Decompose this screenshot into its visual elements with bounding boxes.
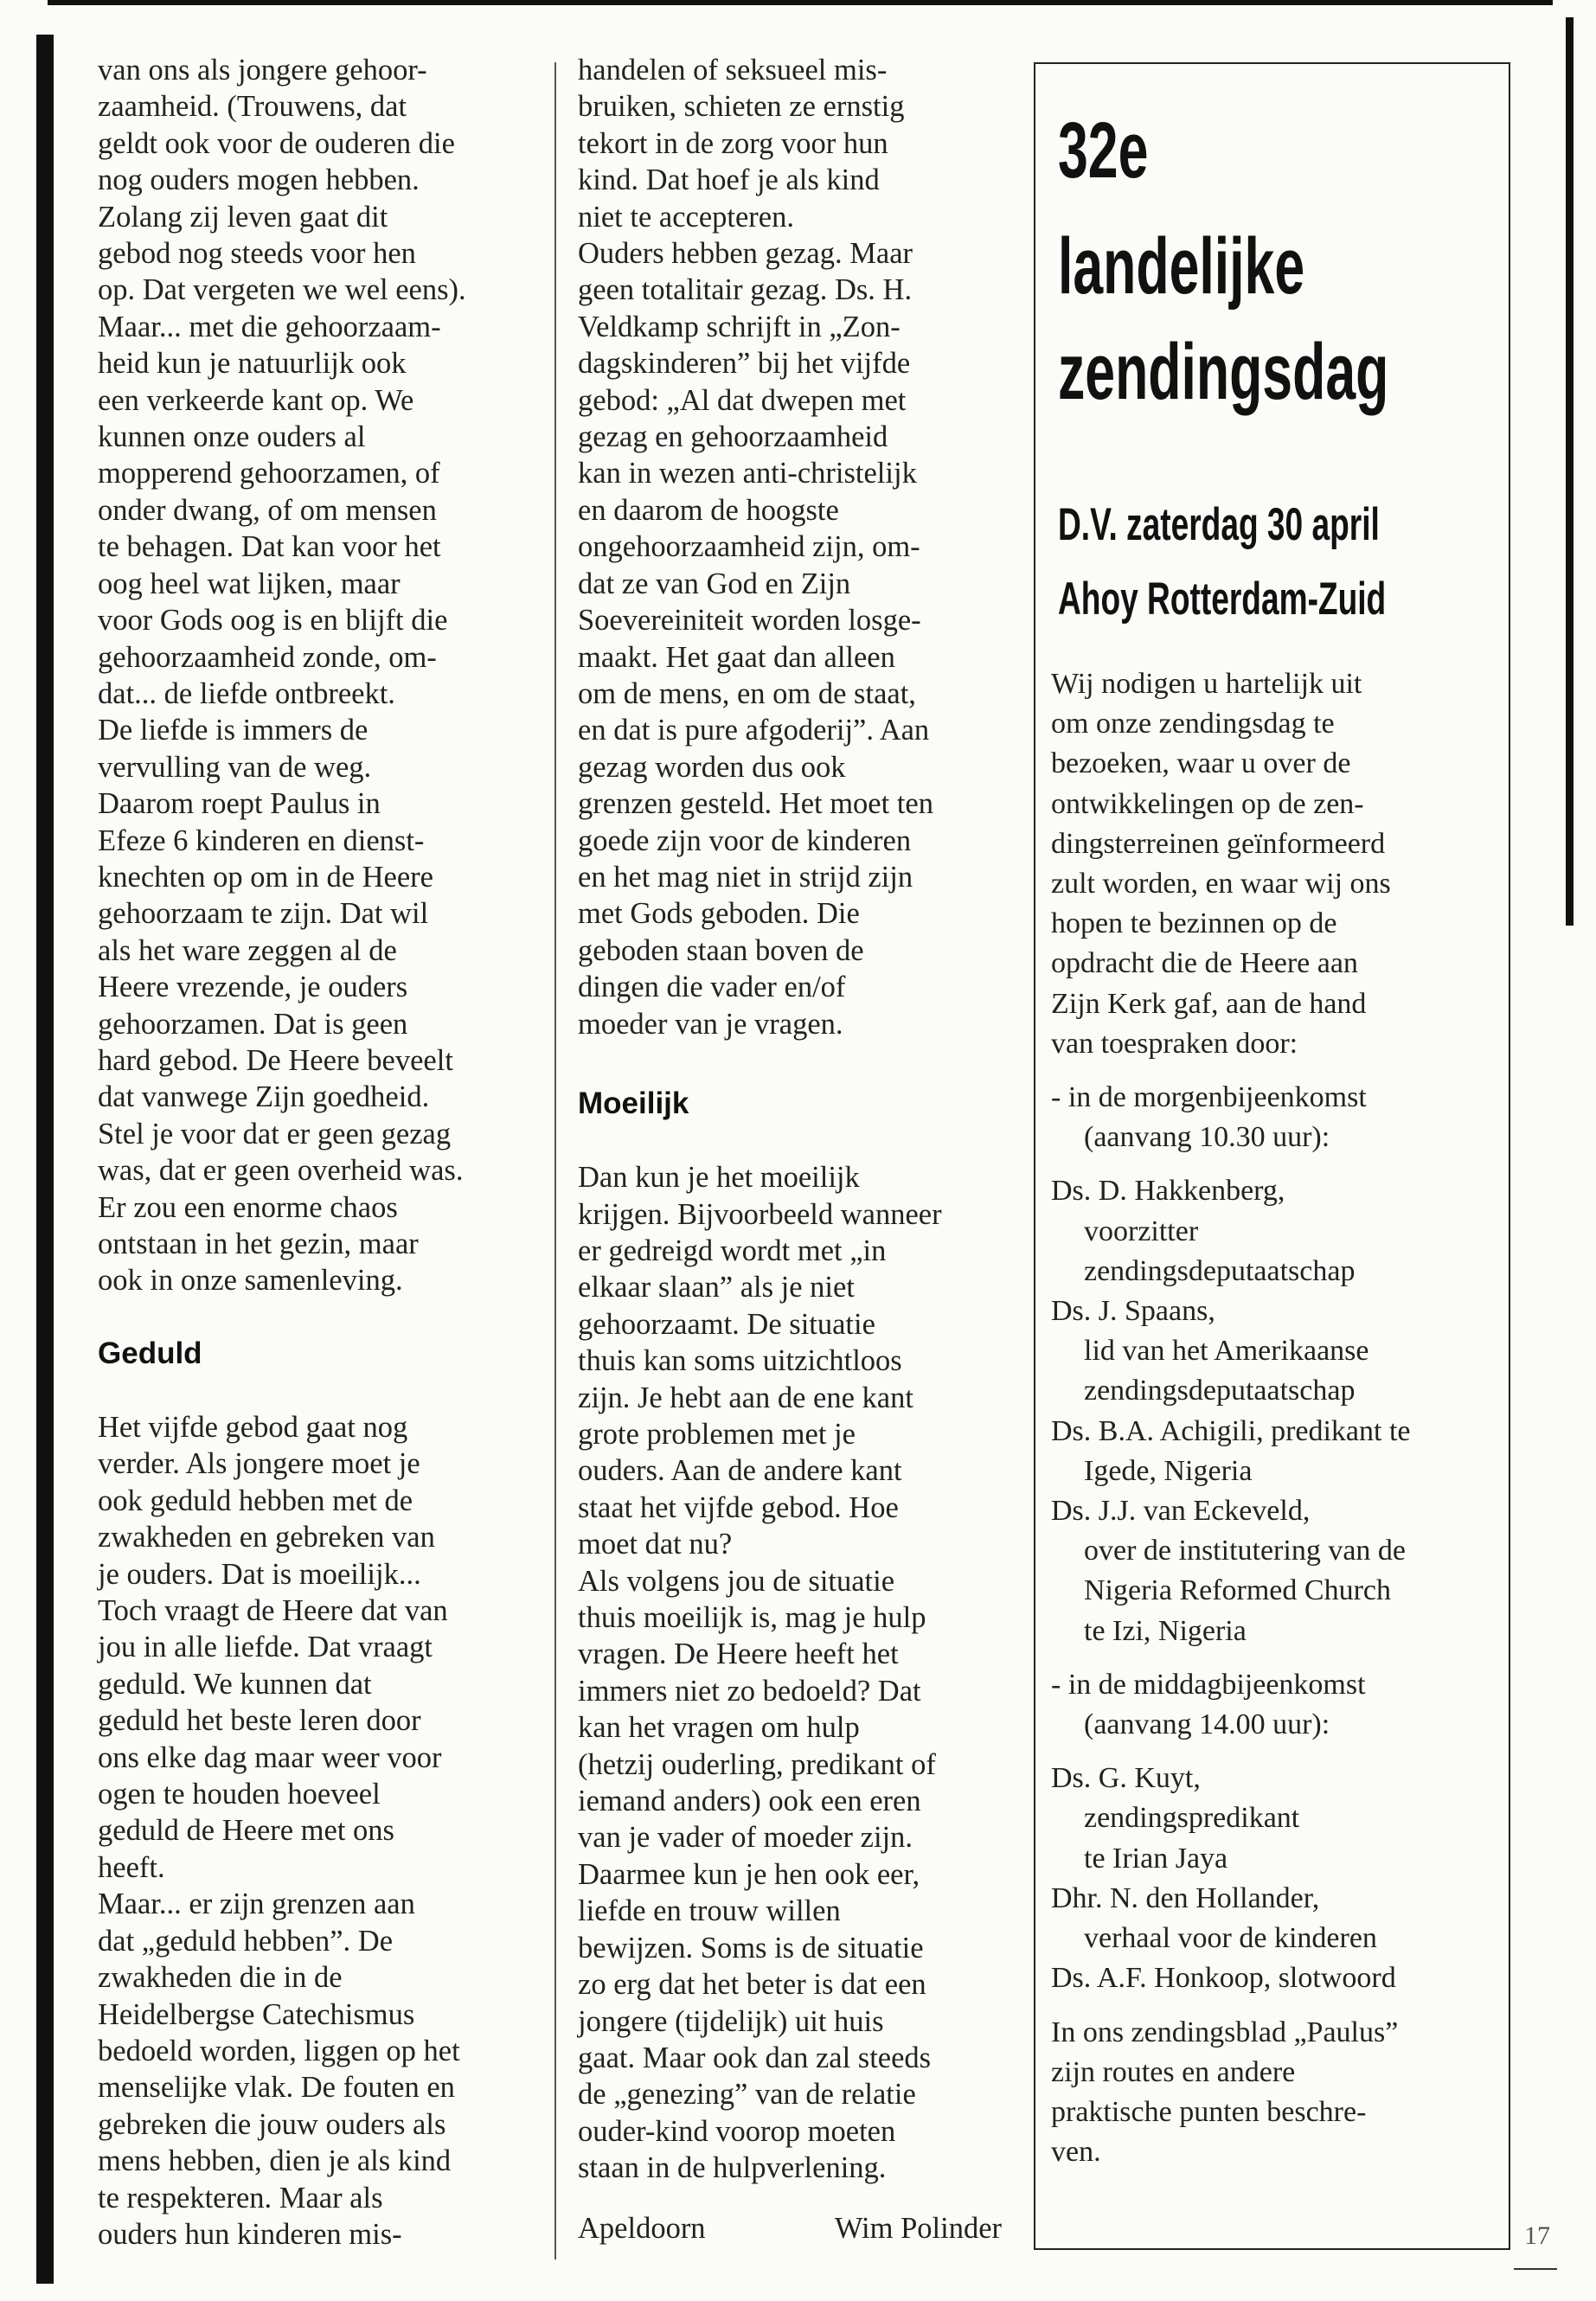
text-line: kind. Dat hoef je als kind [578,163,880,197]
text-line: Het vijfde gebod gaat nog [98,1411,408,1444]
morning-speaker-line: Ds. J.J. van Eckeveld, [1051,1495,1311,1528]
text-line: je ouders. Dat is moeilijk... [98,1557,421,1591]
column1-geduld-text [98,1409,466,2253]
column2-intro [578,52,942,1042]
article-signature [578,2210,1002,2247]
text-line: en dat is pure afgoderij”. Aan [578,714,930,747]
invitation-line: Wij nodigen u hartelijk uit [1051,668,1362,700]
text-line: Als volgens jou de situatie [578,1564,895,1598]
morning-speaker-line: Ds. D. Hakkenberg, [1051,1175,1285,1208]
text-line: ongehoorzaamheid zijn, om- [578,530,920,564]
text-line: met Gods geboden. Die [578,897,860,931]
text-line: grote problemen met je [578,1418,856,1451]
text-line: moet dat nu? [578,1528,733,1561]
text-line: Ouders hebben gezag. Maar [578,237,913,271]
text-line: Heere vrezende, je ouders [98,971,408,1004]
text-line: gebreken die jouw ouders als [98,2107,446,2141]
invitation-line: opdracht die de Heere aan [1051,947,1358,980]
text-line: dat... de liefde ontbreekt. [98,676,395,710]
morning-speaker-line: zendingsdeputaatschap [1084,1254,1356,1287]
text-line: Maar... met die gehoorzaam- [98,310,441,343]
text-line: iemand anders) ook een eren [578,1785,921,1818]
text-line: dagskinderen” bij het vijfde [578,347,911,381]
afternoon-speaker-line: Dhr. N. den Hollander, [1051,1881,1320,1914]
afternoon-speaker-line: zendingspredikant [1084,1802,1300,1835]
text-line: elkaar slaan” als je niet [578,1271,855,1304]
announcement-title-line-1: 32e [1058,106,1149,195]
article-column-1 [98,52,466,2253]
text-line: mens hebben, dien je als kind [98,2144,452,2178]
text-line: ouders hun kinderen mis- [98,2217,402,2251]
text-line: menselijke vlak. De fouten en [98,2071,455,2105]
heading-geduld: Geduld [98,1336,202,1371]
text-line: ontstaan in het gezin, maar [98,1227,419,1260]
page-number: 17 [1524,2221,1550,2250]
text-line: gezag en gehoorzaamheid [578,420,888,454]
text-line: geduld de Heere met ons [98,1814,394,1848]
text-line: te behagen. Dat kan voor het [98,530,441,564]
morning-speaker-line: over de institutering van de [1084,1535,1407,1567]
text-line: te respekteren. Maar als [98,2181,383,2214]
top-rule [48,0,1553,5]
closing-line: zijn routes en andere [1051,2055,1296,2088]
text-line: Dan kun je het moeilijk [578,1161,860,1195]
text-line: zwakheden en gebreken van [98,1521,435,1554]
text-line: Daarom roept Paulus in [98,787,381,821]
morning-speaker-line: Ds. B.A. Achigili, predikant te [1051,1414,1411,1447]
invitation-line: hopen te bezinnen op de [1051,907,1337,940]
text-line: nog ouders mogen hebben. [98,163,420,197]
invitation-line: om onze zendingsdag te [1051,708,1335,740]
afternoon-speaker-line: Ds. G. Kuyt, [1051,1762,1201,1795]
morning-speaker-line: voorzitter [1084,1215,1199,1247]
text-line: niet te accepteren. [578,200,794,234]
afternoon-header: - in de middagbijeenkomst [1051,1668,1366,1701]
announcement-invitation [1051,664,1501,1064]
text-line: gehoorzamen. Dat is geen [98,1007,408,1041]
text-line: thuis kan soms uitzichtloos [578,1344,902,1378]
text-line: van je vader of moeder zijn. [578,1821,913,1855]
text-line: Maar... er zijn grenzen aan [98,1888,415,1921]
text-line: van ons als jongere gehoor- [98,54,427,87]
text-line: liefde en trouw willen [578,1894,841,1928]
text-line: voor Gods oog is en blijft die [98,604,448,638]
text-line: geduld. We kunnen dat [98,1667,372,1701]
text-line: gebod nog steeds voor hen [98,237,416,271]
morning-speaker-line: Nigeria Reformed Church [1084,1574,1391,1607]
text-line: Zolang zij leven gaat dit [98,200,388,234]
invitation-line: van toespraken door: [1051,1027,1298,1060]
text-line: Efeze 6 kinderen en dienst- [98,824,425,857]
text-line: geldt ook voor de ouderen die [98,126,455,160]
text-line: heeft. [98,1850,165,1884]
text-line: knechten op om in de Heere [98,860,433,894]
corner-rule [1514,2268,1557,2270]
invitation-line: Zijn Kerk gaf, aan de hand [1051,987,1367,1020]
text-line: gaat. Maar ook dan zal steeds [578,2041,932,2074]
text-line: en het mag niet in strijd zijn [578,860,913,894]
text-line: zaamheid. (Trouwens, dat [98,90,407,124]
text-line: Heidelbergse Catechismus [98,1997,415,2031]
afternoon-speaker-line: verhaal voor de kinderen [1084,1922,1377,1955]
text-line: kunnen onze ouders al [98,420,366,454]
text-line: een verkeerde kant op. We [98,383,414,417]
text-line: De liefde is immers de [98,714,369,747]
text-line: verder. Als jongere moet je [98,1447,420,1481]
morning-speaker-line: Ds. J. Spaans, [1051,1295,1215,1328]
announcement-title-line-3: zendingsdag [1058,328,1389,416]
morning-session [1051,1078,1501,1651]
text-line: jou in alle liefde. Dat vraagt [98,1631,433,1664]
text-line: Daarmee kun je hen ook eer, [578,1857,920,1891]
text-line: goede zijn voor de kinderen [578,824,912,857]
text-line: hard gebod. De Heere beveelt [98,1043,453,1077]
text-line: kan in wezen anti-christelijk [578,457,917,490]
invitation-line: ontwikkelingen op de zen- [1051,787,1364,820]
text-line: om de mens, en om de staat, [578,676,916,710]
text-line: bedoeld worden, liggen op het [98,2034,460,2067]
text-line: ook in onze samenleving. [98,1264,403,1298]
text-line: krijgen. Bijvoorbeeld wanneer [578,1197,942,1231]
text-line: gezag worden dus ook [578,750,846,784]
text-line: dingen die vader en/of [578,971,846,1004]
announcement-body [1051,664,1501,2172]
text-line: oog heel wat lijken, maar [98,567,401,600]
text-line: en daarom de hoogste [578,493,839,527]
text-line: geen totalitair gezag. Ds. H. [578,273,913,307]
text-line: gehoorzaamt. De situatie [578,1307,875,1341]
text-line: Soevereiniteit worden losge- [578,604,921,638]
morning-header: - in de morgenbijeenkomst [1051,1081,1367,1114]
text-line: Stel je voor dat er geen gezag [98,1117,452,1150]
text-line: tekort in de zorg voor hun [578,126,888,160]
closing-line: In ons zendingsblad „Paulus” [1051,2016,1399,2048]
text-line: zijn. Je hebt aan de ene kant [578,1381,913,1414]
text-line: ogen te houden hoeveel [98,1778,381,1811]
column-separator [554,62,556,2259]
text-line: vragen. De Heere heeft het [578,1638,899,1671]
text-line: Er zou een enorme chaos [98,1190,398,1224]
text-line: maakt. Het gaat dan alleen [578,640,895,674]
article-column-2 [578,52,942,2187]
heading-moeilijk: Moeilijk [578,1086,689,1121]
text-line: thuis moeilijk is, mag je hulp [578,1601,926,1635]
text-line: geduld het beste leren door [98,1704,421,1738]
text-line: staan in de hulpverlening. [578,2151,887,2185]
announcement-location: Ahoy Rotterdam-Zuid [1058,574,1387,625]
text-line: bruiken, schieten ze ernstig [578,90,905,124]
text-line: er gedreigd wordt met „in [578,1234,887,1267]
text-line: jongere (tijdelijk) uit huis [578,2004,884,2038]
text-line: ook geduld hebben met de [98,1484,413,1517]
text-line: kan het vragen om hulp [578,1711,860,1745]
afternoon-speaker-line: te Irian Jaya [1084,1842,1228,1875]
signature-place: Apeldoorn [578,2212,706,2245]
left-scan-edge [36,35,54,2284]
afternoon-session [1051,1665,1501,1999]
text-line: mopperend gehoorzamen, of [98,457,440,490]
text-line: ons elke dag maar weer voor [98,1740,442,1774]
text-line: handelen of seksueel mis- [578,54,888,87]
text-line: gehoorzaamheid zonde, om- [98,640,437,674]
text-line: staat het vijfde gebod. Hoe [578,1490,899,1524]
text-line: Toch vraagt de Heere dat van [98,1594,448,1628]
closing-line: ven. [1051,2136,1101,2169]
text-line: op. Dat vergeten we wel eens). [98,273,466,307]
text-line: zwakheden die in de [98,1961,343,1995]
morning-speaker-line: te Izi, Nigeria [1084,1614,1247,1647]
afternoon-header: (aanvang 14.00 uur): [1084,1708,1330,1741]
text-line: moeder van je vragen. [578,1007,843,1041]
text-line: Veldkamp schrijft in „Zon- [578,310,901,343]
text-line: was, dat er geen overheid was. [98,1154,464,1188]
text-line: gebod: „Al dat dwepen met [578,383,907,417]
morning-speaker-line: lid van het Amerikaanse [1084,1335,1369,1368]
morning-speaker-line: zendingsdeputaatschap [1084,1375,1356,1407]
text-line: dat ze van God en Zijn [578,567,851,600]
text-line: gehoorzaam te zijn. Dat wil [98,897,429,931]
invitation-line: dingsterreinen geïnformeerd [1051,827,1386,860]
text-line: ouders. Aan de andere kant [578,1454,902,1488]
signature-author: Wim Polinder [834,2212,1002,2245]
text-line: bewijzen. Soms is de situatie [578,1931,924,1965]
closing-line: praktische punten beschre- [1051,2095,1367,2128]
invitation-line: bezoeken, waar u over de [1051,747,1351,780]
text-line: (hetzij ouderling, predikant of [578,1747,936,1781]
column2-moeilijk-text [578,1159,942,2186]
column1-intro [98,52,466,1299]
text-line: de „genezing” van de relatie [578,2078,916,2112]
afternoon-speaker-line: Ds. A.F. Honkoop, slotwoord [1051,1962,1396,1995]
text-line: vervulling van de weg. [98,750,372,784]
text-line: heid kun je natuurlijk ook [98,347,407,381]
text-line: zo erg dat het beter is dat een [578,1968,926,2002]
morning-header: (aanvang 10.30 uur): [1084,1121,1330,1154]
text-line: dat „geduld hebben”. De [98,1924,394,1958]
text-line: onder dwang, of om mensen [98,493,437,527]
announcement-date: D.V. zaterdag 30 april [1058,499,1380,550]
morning-speaker-line: Igede, Nigeria [1084,1454,1253,1487]
announcement-title-line-2: landelijke [1058,222,1305,311]
text-line: grenzen gesteld. Het moet ten [578,787,933,821]
text-line: dat vanwege Zijn goedheid. [98,1080,430,1114]
invitation-line: zult worden, en waar wij ons [1051,868,1391,901]
text-line: immers niet zo bedoeld? Dat [578,1674,921,1708]
text-line: geboden staan boven de [578,933,864,967]
right-scan-edge [1566,17,1574,926]
text-line: als het ware zeggen al de [98,933,397,967]
text-line: ouder-kind voorop moeten [578,2114,896,2148]
announcement-closing [1051,2013,1501,2173]
